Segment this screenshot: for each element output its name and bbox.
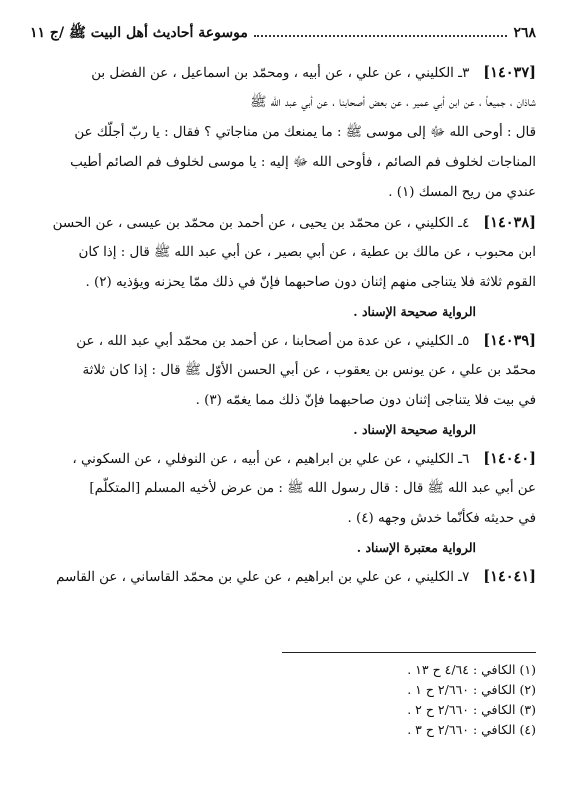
hadith-text-line bbox=[30, 58, 536, 88]
footnote: (٢) الكافي : ٢/٦٦٠ ح ١ . bbox=[407, 682, 536, 697]
hadith-text: في بيت فلا يتناجى إثنان دون صاحبهما فإنّ ذلك مما يغمّه (٣) . bbox=[195, 393, 536, 408]
hadith-text-line bbox=[30, 326, 536, 356]
hadith-text: عندي من ريح المسك (١) . bbox=[388, 185, 536, 200]
hadith-text-line bbox=[30, 118, 536, 148]
narration-grading: الرواية صحيحة الإسناد . bbox=[353, 304, 476, 319]
hadith-text-line bbox=[30, 444, 536, 474]
hadith-entry bbox=[30, 444, 536, 562]
footnote: (١) الكافي : ٤/٦٤ ح ١٣ . bbox=[407, 662, 536, 677]
hadith-text-line bbox=[30, 268, 536, 298]
hadith-text-line bbox=[30, 562, 536, 592]
running-header bbox=[30, 24, 536, 46]
hadith-text: محمّد بن علي ، عن يونس بن يعقوب ، عن أبي الحسن الأوّل ﷺ قال : إذا كان ثلاثة bbox=[82, 363, 536, 378]
hadith-list bbox=[30, 58, 536, 592]
book-title: موسوعة أحاديث أهل البيت ﷺ /ج ١١ bbox=[30, 25, 248, 41]
hadith-entry bbox=[30, 208, 536, 326]
footnote: (٣) الكافي : ٢/٦٦٠ ح ٢ . bbox=[407, 702, 536, 717]
hadith-entry bbox=[30, 326, 536, 444]
hadith-text: ٤ـ الكليني ، عن محمّد بن يحيى ، عن أحمد بن محمّد بن عيسى ، عن الحسن bbox=[52, 216, 470, 231]
hadith-text: ابن محبوب ، عن مالك بن عطية ، عن أبي بصير ، عن أبي عبد الله ﷺ قال : إذا كان bbox=[78, 245, 536, 260]
hadith-text: ٥ـ الكليني ، عن عدة من أصحابنا ، عن أحمد بن محمّد أبي عبد الله ، عن bbox=[76, 334, 470, 349]
hadith-number: [١٤٠٣٩] bbox=[483, 332, 536, 349]
hadith-number: [١٤٠٤١] bbox=[483, 568, 536, 585]
hadith-text: عن أبي عبد الله ﷺ قال : قال رسول الله ﷺ : من عرض لأخيه المسلم [المتكلّم] bbox=[89, 481, 536, 496]
hadith-text-line bbox=[30, 148, 536, 178]
narration-grading: الرواية صحيحة الإسناد . bbox=[353, 422, 476, 437]
hadith-text: القوم ثلاثة فلا يتناجى منهم إثنان دون صاحبهما فإنّ في ذلك ممّا يحزنه ويؤذيه (٢) . bbox=[85, 275, 536, 290]
hadith-text: ٧ـ الكليني ، عن علي بن ابراهيم ، عن علي بن محمّد القاساني ، عن القاسم bbox=[56, 570, 470, 585]
hadith-text-line bbox=[30, 504, 536, 534]
hadith-number: [١٤٠٤٠] bbox=[483, 450, 536, 467]
header-dot-leader bbox=[254, 35, 508, 37]
hadith-number: [١٤٠٣٨] bbox=[483, 214, 536, 231]
hadith-text: المناجات لخلوف فم الصائم ، فأوحى الله ﷻ إليه : يا موسى لخلوف فم الصائم أطيب bbox=[70, 155, 536, 170]
hadith-text-line bbox=[30, 88, 536, 118]
hadith-entry bbox=[30, 58, 536, 208]
hadith-text: في حديثه فكأنّما خدش وجهه (٤) . bbox=[347, 511, 536, 526]
hadith-text-line bbox=[30, 238, 536, 268]
hadith-text-line bbox=[30, 474, 536, 504]
hadith-text-line bbox=[30, 178, 536, 208]
hadith-text-line bbox=[30, 356, 536, 386]
footnotes bbox=[30, 660, 536, 740]
hadith-entry bbox=[30, 562, 536, 592]
hadith-text: ٣ـ الكليني ، عن علي ، عن أبيه ، ومحمّد بن اسماعيل ، عن الفضل بن bbox=[91, 66, 470, 81]
hadith-text: ٦ـ الكليني ، عن علي بن ابراهيم ، عن أبيه ، عن النوفلي ، عن السكوني ، bbox=[72, 452, 470, 467]
narration-grading: الرواية معتبرة الإسناد . bbox=[356, 540, 476, 555]
footnote: (٤) الكافي : ٢/٦٦٠ ح ٣ . bbox=[407, 722, 536, 737]
hadith-text-line bbox=[30, 386, 536, 416]
footnote-separator bbox=[282, 652, 536, 653]
hadith-text: قال : أوحى الله ﷻ إلى موسى ﷺ : ما يمنعك من مناجاتي ؟ فقال : يا ربّ أجلّك عن bbox=[74, 125, 536, 140]
hadith-text: شاذان ، جميعاً ، عن ابن أبي عمير ، عن بعض أصحابنا ، عن أبي عبد الله ﷺ bbox=[250, 95, 536, 110]
hadith-text-line bbox=[30, 208, 536, 238]
hadith-number: [١٤٠٣٧] bbox=[483, 64, 536, 81]
page-number: ٢٦٨ bbox=[513, 25, 536, 41]
